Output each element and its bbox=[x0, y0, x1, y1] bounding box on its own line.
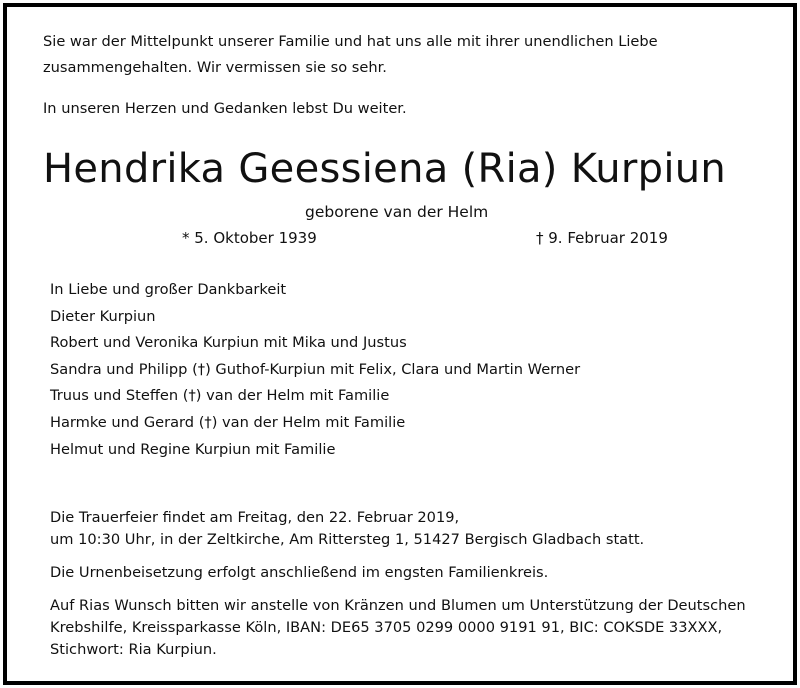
family-member: Helmut und Regine Kurpiun mit Familie bbox=[50, 440, 336, 458]
donation-line-2: Krebshilfe, Kreissparkasse Köln, IBAN: DE65 3705 0299 0000 9191 91, BIC: COKSDE 33XXX, bbox=[50, 619, 723, 636]
funeral-location-line: um 10:30 Uhr, in der Zeltkirche, Am Rittersteg 1, 51427 Bergisch Gladbach statt. bbox=[50, 531, 645, 548]
family-member: Harmke und Gerard (†) van der Helm mit Familie bbox=[50, 413, 406, 431]
death-date: † 9. Februar 2019 bbox=[536, 229, 668, 247]
family-member: Dieter Kurpiun bbox=[50, 307, 156, 325]
family-member: Truus und Steffen (†) van der Helm mit Familie bbox=[50, 387, 390, 405]
family-member: Robert und Veronika Kurpiun mit Mika und Justus bbox=[50, 334, 407, 352]
intro-line-1: Sie war der Mittelpunkt unserer Familie und hat uns alle mit ihrer unendlichen Liebe bbox=[43, 33, 658, 50]
family-heading: In Liebe und großer Dankbarkeit bbox=[50, 281, 287, 298]
intro-line-2: zusammengehalten. Wir vermissen sie so sehr. bbox=[43, 59, 387, 76]
maiden-name: geborene van der Helm bbox=[305, 203, 489, 221]
birth-date: * 5. Oktober 1939 bbox=[182, 229, 317, 247]
funeral-date-line: Die Trauerfeier findet am Freitag, den 22. Februar 2019, bbox=[50, 509, 460, 526]
donation-line-1: Auf Rias Wunsch bitten wir anstelle von Kränzen und Blumen um Unterstützung der Deutschen bbox=[50, 597, 746, 614]
family-list bbox=[50, 280, 580, 466]
family-member: Sandra und Philipp (†) Guthof-Kurpiun mit Felix, Clara und Martin Werner bbox=[50, 360, 581, 378]
deceased-name: Hendrika Geessiena (Ria) Kurpiun bbox=[43, 146, 727, 192]
intro-line-3: In unseren Herzen und Gedanken lebst Du weiter. bbox=[43, 100, 407, 117]
donation-line-3: Stichwort: Ria Kurpiun. bbox=[50, 641, 217, 658]
urn-burial-line: Die Urnenbeisetzung erfolgt anschließend im engsten Familienkreis. bbox=[50, 564, 549, 581]
